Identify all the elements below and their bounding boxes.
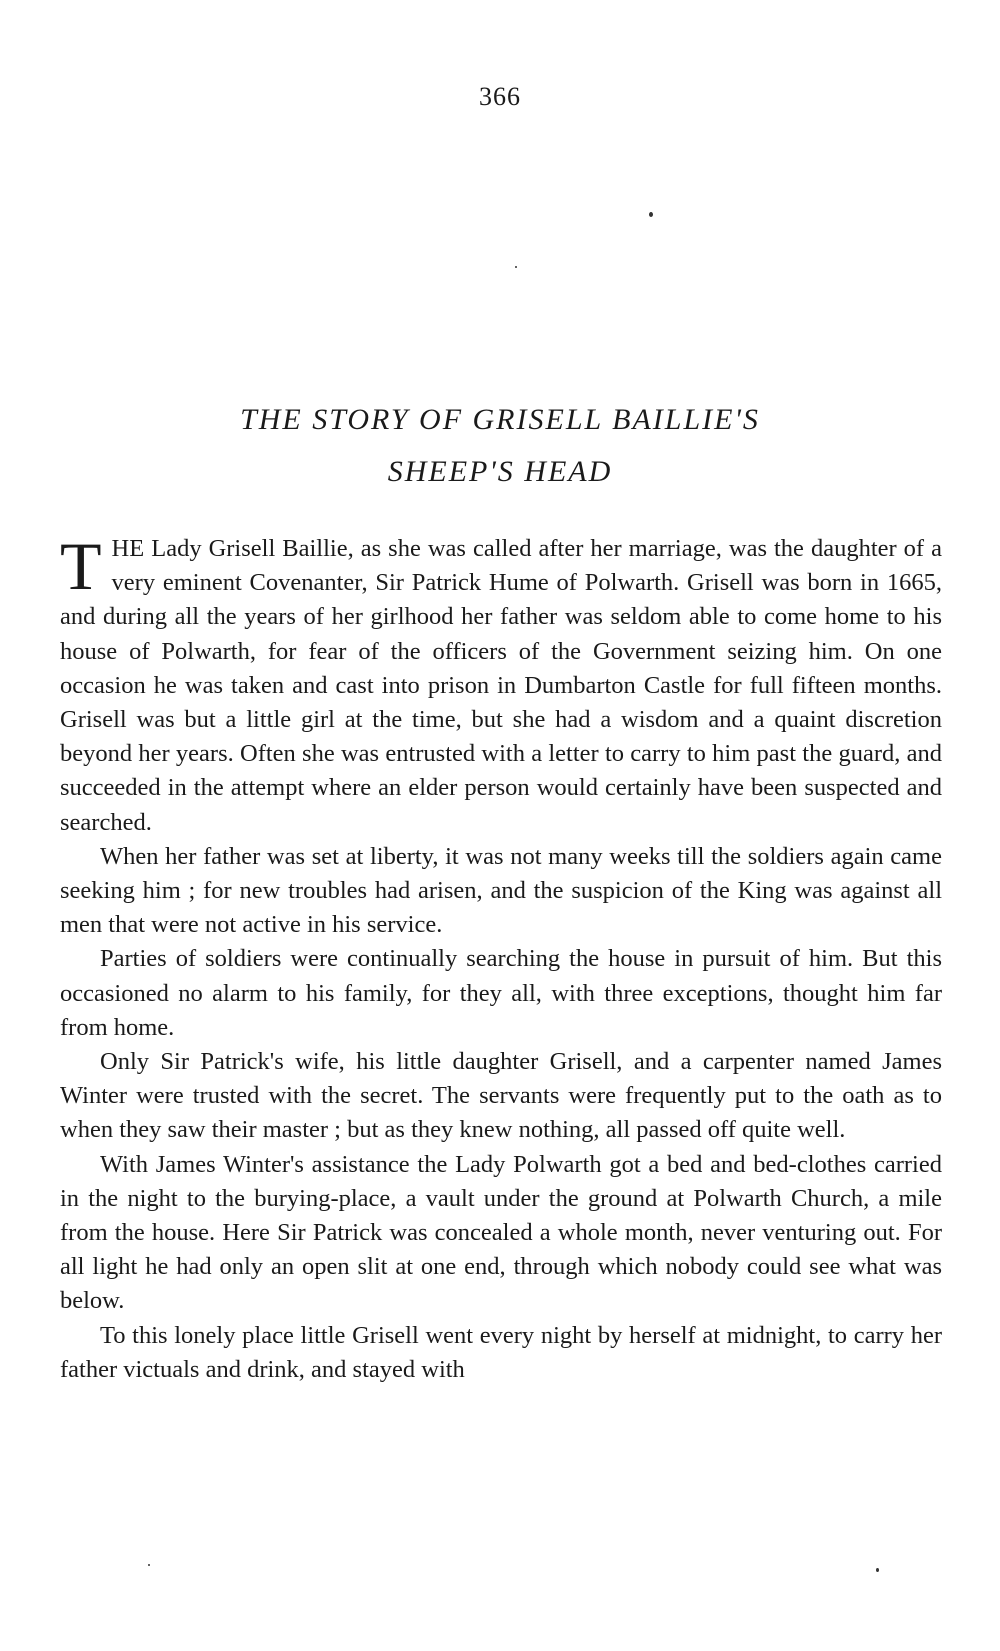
paragraph-2: When her father was set at liberty, it was not many weeks till the soldiers again came seeking him ; for new troubles had arisen, and the suspicion of the King was against all men that were not active in his service. — [60, 842, 942, 939]
chapter-title — [60, 394, 940, 498]
paragraph-1 — [60, 528, 942, 840]
paragraph-6: To this lonely place little Grisell went every night by herself at midnight, to carry her father victuals and drink, and stayed with — [60, 1321, 942, 1383]
page-number: 366 — [479, 82, 521, 111]
drop-cap: T — [60, 528, 102, 604]
ink-speck — [515, 266, 517, 268]
ink-speck — [148, 1564, 150, 1566]
paragraph-3: Parties of soldiers were continually searching the house in pursuit of him. But this occasioned no alarm to his family, for they all, with three exceptions, thought him far from home. — [60, 945, 942, 1041]
chapter-title-line-1: THE STORY OF GRISELL BAILLIE'S — [240, 403, 760, 436]
ink-speck — [876, 1568, 879, 1572]
ink-speck — [649, 212, 653, 217]
body-text — [60, 528, 942, 1387]
chapter-title-line-2: SHEEP'S HEAD — [387, 455, 613, 488]
paragraph-5: With James Winter's assistance the Lady Polwarth got a bed and bed-clothes carried in the night to the burying-place, a vault under the ground at Polwarth Church, a mile from the house. Here Sir Patrick was concealed a whole month, never venturing out. For all light he had only an open slit at one end, through which nobody could see what was below. — [60, 1150, 942, 1315]
paragraph-4: Only Sir Patrick's wife, his little daughter Grisell, and a carpenter named James Winter were trusted with the secret. The servants were frequently put to the oath as to when they saw their master ; but as they knew nothing, all passed off quite well. — [60, 1048, 942, 1144]
paragraph-1-text: HE Lady Grisell Baillie, as she was called after her marriage, was the daughter of a very eminent Covenanter, Sir Patrick Hume of Polwarth. Grisell was born in 1665, and during all the years of her girlhood her father was seldom able to come home to his house of Polwarth, for fear of the officers of the Government seizing him. On one occasion he was taken and cast into prison in Dumbarton Castle for full fifteen months. Grisell was but a little girl at the time, but she had a wisdom and a quaint discretion beyond her years. Often she was entrusted with a letter to carry to him past the guard, and succeeded in the attempt where an elder person would certainly have been suspected and searched. — [60, 535, 942, 836]
